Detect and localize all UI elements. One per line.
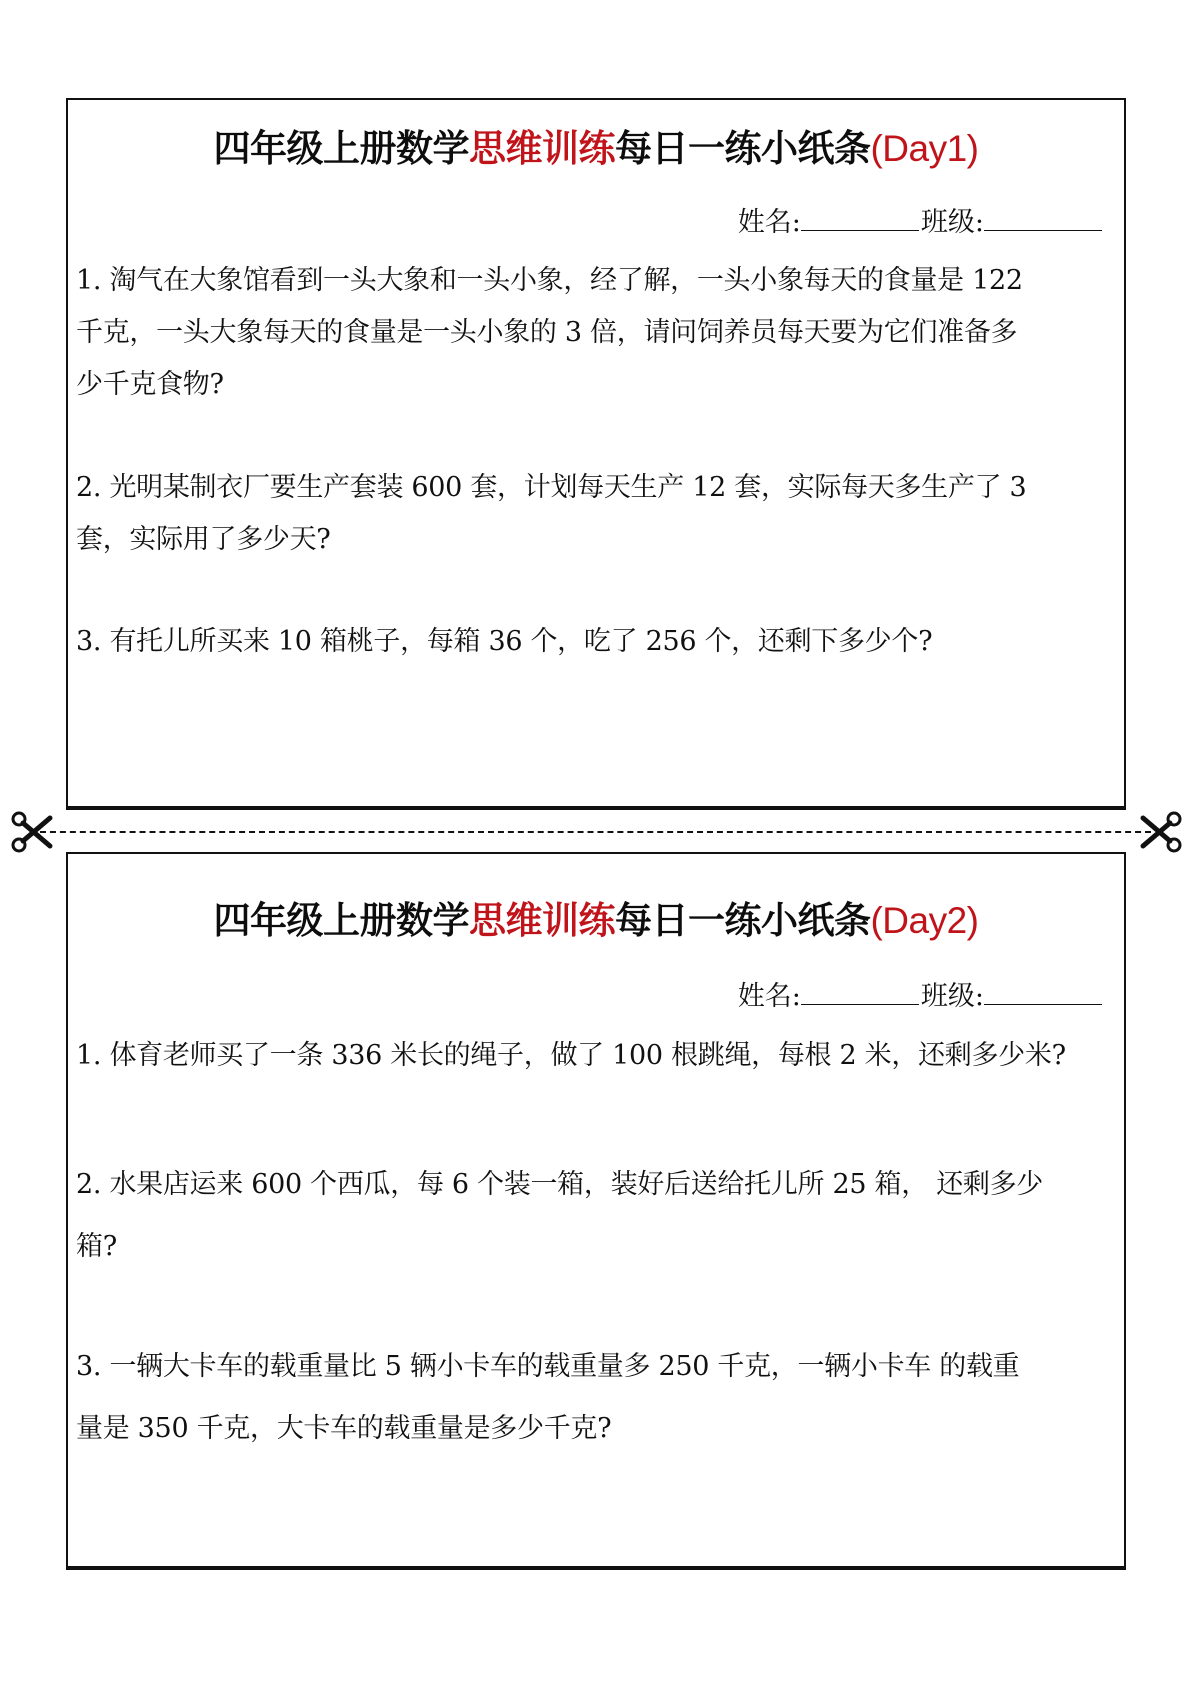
title-day: (Day2)	[870, 900, 979, 941]
worksheet-title	[68, 890, 1124, 944]
scissors-icon	[1139, 810, 1183, 854]
question-line: 少千克食物?	[76, 369, 224, 400]
title-suffix: 每日一练小纸条	[614, 899, 871, 942]
scissors-icon	[10, 810, 54, 854]
name-class-row	[738, 974, 1104, 1013]
question-line: 1. 体育老师买了一条 336 米长的绳子，做了 100 根跳绳，每根 2 米，还剩多少米?	[76, 1040, 1066, 1071]
question-line: 3. 一辆大卡车的载重量比 5 辆小卡车的载重量多 250 千克，一辆小卡车 的载重	[76, 1351, 1020, 1382]
question-line: 2. 水果店运来 600 个西瓜，每 6 个装一箱，装好后送给托儿所 25 箱， 还剩多少	[76, 1169, 1043, 1200]
title-suffix: 每日一练小纸条	[614, 127, 871, 170]
title-day: (Day1)	[870, 128, 979, 169]
name-blank[interactable]	[801, 982, 919, 1005]
name-label: 姓名:	[737, 207, 801, 238]
question-2	[76, 1154, 1112, 1278]
class-label: 班级:	[920, 981, 984, 1012]
title-highlight: 思维训练	[468, 899, 615, 942]
question-line: 1. 淘气在大象馆看到一头大象和一头小象，经了解，一头小象每天的食量是 122	[76, 265, 1023, 296]
question-line: 套，实际用了多少天?	[76, 524, 331, 555]
class-blank[interactable]	[984, 982, 1102, 1005]
cut-line	[40, 831, 1151, 833]
question-3	[76, 1336, 1112, 1460]
question-line: 千克，一头大象每天的食量是一头小象的 3 倍，请问饲养员每天要为它们准备多	[76, 317, 1018, 348]
class-blank[interactable]	[984, 208, 1102, 231]
name-label: 姓名:	[737, 981, 801, 1012]
question-1	[76, 255, 1112, 411]
class-label: 班级:	[920, 207, 984, 238]
question-line: 箱?	[76, 1231, 117, 1262]
title-prefix: 四年级上册数学	[213, 899, 469, 942]
worksheet-day1	[66, 98, 1126, 810]
title-highlight: 思维训练	[468, 127, 615, 170]
question-line: 量是 350 千克，大卡车的载重量是多少千克?	[76, 1413, 612, 1444]
question-3	[76, 616, 1112, 668]
question-line: 3. 有托儿所买来 10 箱桃子，每箱 36 个，吃了 256 个，还剩下多少个?	[76, 626, 933, 657]
question-1	[76, 1030, 1112, 1082]
name-blank[interactable]	[801, 208, 919, 231]
title-prefix: 四年级上册数学	[213, 127, 469, 170]
question-line: 2. 光明某制衣厂要生产套装 600 套，计划每天生产 12 套，实际每天多生产了 3	[76, 472, 1027, 503]
worksheet-day2	[66, 852, 1126, 1570]
worksheet-title	[68, 118, 1124, 172]
name-class-row	[738, 200, 1104, 239]
question-2	[76, 462, 1112, 566]
